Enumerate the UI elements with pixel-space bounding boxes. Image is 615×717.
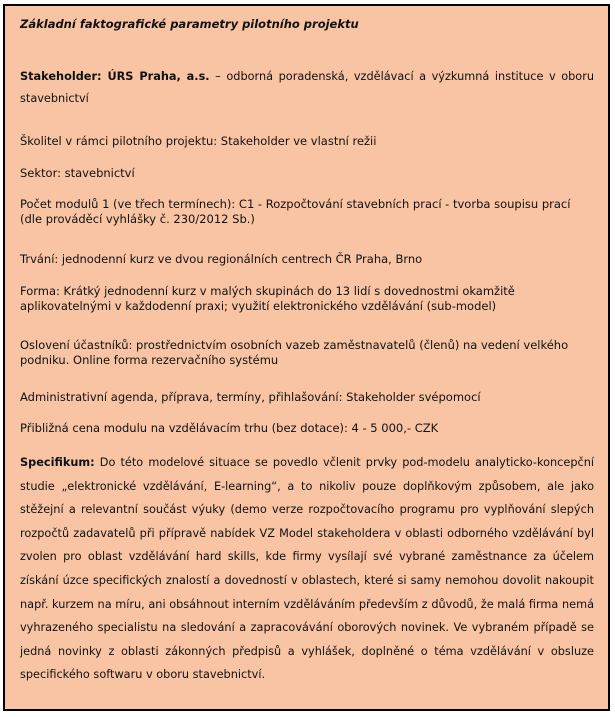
forma-line: Forma: Krátký jednodenní kurz v malých skupinách do 13 lidí s dovednostmi okamžitě aplikovatelnými v každodenní praxi; využití elektronického vzdělávání (sub-model) xyxy=(20,284,515,313)
specifikum-text: Do této modelové situace se povedlo včlenit prvky pod-modelu analyticko-koncepční studie „elektronické vzdělávání, E-learning“, a to nikoliv pouze doplňkovým způsobem, ale jako stěžejní a relevantní součást výuky (demo verze rozpočtovacího programu pro vyplňování slepých rozpočtů zadavatelů při přípravě nabídek VZ Model stakeholdera v oblasti odborného vzdělávání byl zvolen pro oblast vzdělávání hard skills, kde firmy vysílají své vybrané zaměstnance za účelem získání úzce specifických znalostí a dovedností v oblastech, které si samy nemohou dovolit nakoupit např. kurzem na míru, ani obsáhnout interním vzděláváním především z důvodů, že malá firma nemá vyhrazeného specialistu na sledování a zapracovávání oborových novinek. Ve vybraném případě se jedná novinky z oblasti zákonných předpisů a vyhlášek, doplněné o téma vzdělávání v obsluze specifického softwaru v oboru stavebnictví. xyxy=(20,456,594,682)
specifikum-label: Specifikum: xyxy=(20,456,95,469)
trvani-line: Trvání: jednodenní kurz ve dvou regionálních centrech ČR Praha, Brno xyxy=(20,252,423,266)
stakeholder-text: – odborná poradenská, vzdělávací a výzkumná instituce v oboru stavebnictví xyxy=(20,70,594,105)
project-parameters-box xyxy=(3,4,610,711)
sektor-line: Sektor: stavebnictví xyxy=(20,166,135,180)
skolitel-line: Školitel v rámci pilotního projektu: Stakeholder ve vlastní režii xyxy=(20,134,377,148)
document-title: Základní faktografické parametry pilotního projektu xyxy=(20,17,359,31)
stakeholder-paragraph xyxy=(20,66,594,110)
cena-line: Přibližná cena modulu na vzdělávacím trhu (bez dotace): 4 - 5 000,- CZK xyxy=(20,421,439,435)
osloveni-line: Oslovení účastníků: prostřednictvím osobních vazeb zaměstnavatelů (členů) na vedení velkého podniku. Online forma rezervačního systému xyxy=(20,338,569,367)
specifikum-paragraph xyxy=(20,451,594,687)
stakeholder-label: Stakeholder: ÚRS Praha, a.s. xyxy=(20,70,210,83)
pocet-modulu-line: Počet modulů 1 (ve třech termínech): C1 - Rozpočtování stavebních prací - tvorba soupisu prací (dle prováděcí vyhlášky č. 230/2012 Sb.) xyxy=(20,197,571,226)
agenda-line: Administrativní agenda, příprava, termíny, přihlašování: Stakeholder svépomocí xyxy=(20,390,481,404)
